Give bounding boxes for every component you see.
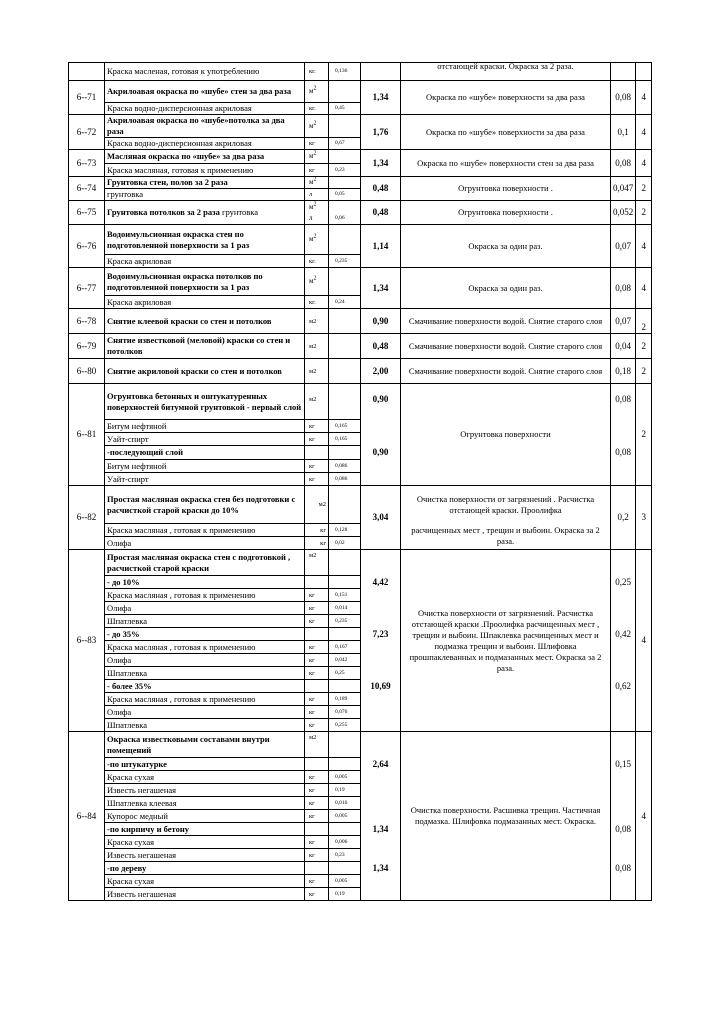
cost-cell: 1,34: [361, 81, 401, 115]
work-description: Смачивание поверхности водой. Снятие старого слоя: [401, 334, 611, 359]
coef-cell: 0,15: [611, 758, 636, 771]
table-row: Битум нефтяной кг 0,086: [69, 460, 652, 473]
unit-cell: м2: [305, 550, 329, 576]
unit-cell: м2: [305, 225, 329, 255]
table-row: Краска сухая кг 0,005: [69, 875, 652, 888]
material-name: Краска водно-дисперсионная акриловая: [105, 103, 305, 115]
material-name: Олифа: [105, 537, 305, 550]
work-description: Очистка поверхности. Расшивка трещин. Частичная подмазка. Шлифовка подмазанных мест. Окраска.: [401, 732, 611, 901]
material-name: Олифа: [105, 654, 305, 667]
unit-cell: кг.: [305, 63, 329, 81]
cost-cell: 1,34: [361, 823, 401, 836]
material-name: Краска сухая: [105, 771, 305, 784]
cost-cell: 1,34: [361, 150, 401, 177]
cost-cell: 1,34: [361, 862, 401, 875]
cost-cell: 2,00: [361, 359, 401, 384]
category-cell: 3: [636, 486, 652, 550]
price-table: [68, 62, 652, 901]
material-name: Краска масляная , готовая к применению: [105, 641, 305, 654]
table-row: Краска масляная , готовая к применению кг 0,128 расчищенных мест , трещин и выбоин. Окраска за 2 раза.: [69, 524, 652, 537]
coef-cell: 0,08: [611, 384, 636, 420]
unit-cell: м2 л: [305, 201, 329, 225]
item-code: 6--75: [69, 201, 105, 225]
material-name: Уайт-спирт: [105, 433, 305, 446]
category-cell: 2: [636, 309, 652, 334]
unit-cell: м2: [305, 384, 329, 420]
material-name: Уайт-спирт: [105, 473, 305, 486]
item-subtitle: -по дереву: [105, 862, 305, 875]
item-title: Огрунтовка бетонных и оштукатуренных поверхностей битумной грунтовкой - первый слой: [105, 384, 305, 420]
table-row: Олифа кг 0,02: [69, 537, 652, 550]
material-name: Краска сухая: [105, 836, 305, 849]
work-description: Окраска за один раз.: [401, 225, 611, 268]
item-subtitle: -по кирпичу и бетону: [105, 823, 305, 836]
cost-cell: 1,34: [361, 268, 401, 309]
table-row: [69, 384, 652, 420]
category-cell: 4: [636, 732, 652, 901]
cost-cell: 10,69: [361, 680, 401, 693]
norm-cell: 0,136: [329, 63, 361, 81]
coef-cell: 0,08: [611, 150, 636, 177]
material-name: Краска акриловая: [105, 255, 305, 268]
item-subtitle: -последующий слой: [105, 446, 305, 460]
material-name: Краска масленая, готовая к употреблению: [105, 63, 305, 81]
norm-cell: 0,06: [329, 201, 361, 225]
item-title: Снятие известковой (меловой) краски со стен и потолков: [105, 334, 305, 359]
table-row: Краска масляная, готовая к применению кг 0,23: [69, 164, 652, 177]
table-row: Уайт-спирт кг 0,086: [69, 473, 652, 486]
coef-cell: 0,42: [611, 628, 636, 641]
item-code: 6--83: [69, 550, 105, 732]
category-cell: 2: [636, 384, 652, 486]
table-row: Шпатлевка кг 0,255: [69, 719, 652, 732]
table-row: [69, 150, 652, 164]
table-row: Олифа кг 0,014: [69, 602, 652, 615]
material-name: Шпатлевка: [105, 615, 305, 628]
coef-cell: 0,08: [611, 268, 636, 309]
item-code: 6--72: [69, 115, 105, 150]
material-name: Краска сухая: [105, 875, 305, 888]
material-name: Краска водно-дисперсионная акриловая: [105, 138, 305, 150]
table-row: Уайт-спирт кг 0,165: [69, 433, 652, 446]
material-name: Краска акриловая: [105, 296, 305, 309]
table-row: Краска масляная , готовая к применению кг 0,167: [69, 641, 652, 654]
table-row: Краска сухая кг 0,006: [69, 836, 652, 849]
table-row: [69, 309, 652, 334]
material-name: Битум нефтяной: [105, 460, 305, 473]
category-cell: 4: [636, 115, 652, 150]
work-description: Окраска по «шубе» поверхности за два раза: [401, 115, 611, 150]
cost-cell: 3,04: [361, 486, 401, 550]
unit-cell: м2: [305, 150, 329, 164]
table-row: [69, 81, 652, 103]
table-row: [69, 359, 652, 384]
table-row: Битум нефтяной кг 0,165: [69, 420, 652, 433]
cost-cell: 7,23: [361, 628, 401, 641]
work-description: Смачивание поверхности водой. Снятие старого слоя: [401, 359, 611, 384]
cost-cell: 4,42: [361, 576, 401, 589]
item-title: Масляная окраска по «шубе» за два раза: [105, 150, 305, 164]
unit-cell: м2: [305, 334, 329, 359]
material-name: Известь негашеная: [105, 784, 305, 797]
coef-cell: 0,07: [611, 225, 636, 268]
table-row: Краска акриловая кг. 0,24: [69, 296, 652, 309]
unit-cell: м2: [305, 81, 329, 103]
category-cell: 2: [636, 177, 652, 201]
cost-cell: 0,90: [361, 384, 401, 420]
table-row: Краска сухая кг 0,005: [69, 771, 652, 784]
item-code: 6--78: [69, 309, 105, 334]
coef-cell: 0,2: [611, 486, 636, 550]
cost-cell: 0,48: [361, 177, 401, 201]
item-subtitle: - до 10%: [105, 576, 305, 589]
item-subtitle: - до 35%: [105, 628, 305, 641]
table-row: Известь негашеная кг 0,19: [69, 888, 652, 901]
material-name: Краска масляная , готовая к применению: [105, 589, 305, 602]
item-code: 6--80: [69, 359, 105, 384]
table-row: [69, 63, 652, 81]
table-row: Шпатлевка кг 0,235: [69, 615, 652, 628]
item-subtitle: -по штукатурке: [105, 758, 305, 771]
unit-cell: м2: [305, 177, 329, 189]
coef-cell: 0,25: [611, 576, 636, 589]
material-name: Битум нефтяной: [105, 420, 305, 433]
coef-cell: 0,08: [611, 81, 636, 115]
cost-cell: 0,48: [361, 334, 401, 359]
coef-cell: 0,07: [611, 309, 636, 334]
item-title: Водоимульсионная окраска потолков по подготовленной поверхности за 1 раз: [105, 268, 305, 296]
material-name: грунтовка: [105, 189, 305, 201]
table-row: Краска водно-дисперсионная акриловая кг. 0,45: [69, 103, 652, 115]
material-name: Олифа: [105, 602, 305, 615]
cost-cell: 0,90: [361, 446, 401, 460]
table-row: грунтовка л 0,05: [69, 189, 652, 201]
work-description: Огрунтовка поверхности: [401, 384, 611, 486]
item-code: 6--76: [69, 225, 105, 268]
unit-cell: м2: [305, 268, 329, 296]
category-cell: 4: [636, 550, 652, 732]
coef-cell: 0,1: [611, 115, 636, 150]
work-description: расчищенных мест , трещин и выбоин. Окраска за 2 раза.: [401, 524, 611, 550]
table-row: Известь негашеная кг 0,23: [69, 849, 652, 862]
cost-cell: 1,14: [361, 225, 401, 268]
table-row: [69, 268, 652, 296]
material-name: Краска масляная, готовая к применению: [105, 164, 305, 177]
category-cell: 4: [636, 268, 652, 309]
table-row: [69, 177, 652, 189]
cost-cell: 2,64: [361, 758, 401, 771]
table-row: [69, 732, 652, 758]
item-code: 6--84: [69, 732, 105, 901]
item-title: Снятие клеевой краски со стен и потолков: [105, 309, 305, 334]
coef-cell: 0,08: [611, 823, 636, 836]
item-title: Грунтовка стен, полов за 2 раза: [105, 177, 305, 189]
item-title: Грунтовка потолков за 2 раза грунтовка: [105, 201, 305, 225]
table-row: [69, 225, 652, 255]
table-row: Краска акриловая кг. 0,235: [69, 255, 652, 268]
unit-cell: м2: [305, 309, 329, 334]
item-subtitle: - более 35%: [105, 680, 305, 693]
cost-cell: 0,48: [361, 201, 401, 225]
work-description: Окраска по «шубе» поверхности за два раза: [401, 81, 611, 115]
work-description: Огрунтовка поверхности .: [401, 201, 611, 225]
work-description: Смачивание поверхности водой. Снятие старого слоя: [401, 309, 611, 334]
table-row: Известь негашеная кг 0,19: [69, 784, 652, 797]
coef-cell: 0,08: [611, 446, 636, 460]
item-code: 6--82: [69, 486, 105, 550]
item-code: 6--73: [69, 150, 105, 177]
unit-cell: м2: [305, 115, 329, 138]
item-title: Простая масляная окраска стен без подготовки с расчисткой старой краски до 10%: [105, 486, 305, 524]
item-title: Водоимульсионная окраска стен по подготовленной поверхности за 1 раз: [105, 225, 305, 255]
category-cell: 2: [636, 359, 652, 384]
coef-cell: 0,04: [611, 334, 636, 359]
material-name: Олифа: [105, 706, 305, 719]
item-title: Акрилоавая окраска по «шубе»потолка за два раза: [105, 115, 305, 138]
table-row: Олифа кг 0,042: [69, 654, 652, 667]
table-row: Краска водно-дисперсионная акриловая кг 0,67: [69, 138, 652, 150]
unit-cell: м2: [305, 359, 329, 384]
coef-cell: 0,18: [611, 359, 636, 384]
item-title: Окраска известковыми составами внутри помещений: [105, 732, 305, 758]
category-cell: 4: [636, 225, 652, 268]
table-row: Краска масляная , готовая к применению кг 0,189: [69, 693, 652, 706]
coef-cell: 0,047: [611, 177, 636, 201]
table-row: Краска масляная , готовая к применению кг 0,151: [69, 589, 652, 602]
table-row: [69, 201, 652, 225]
table-row: [69, 115, 652, 138]
material-name: Известь негашеная: [105, 888, 305, 901]
price-table-sheet: [68, 62, 652, 901]
item-code: 6--81: [69, 384, 105, 486]
material-name: Известь негашеная: [105, 849, 305, 862]
material-name: Шпатлевка клеевая: [105, 797, 305, 810]
material-name: Купорос медный: [105, 810, 305, 823]
material-name: Шпатлевка: [105, 719, 305, 732]
coef-cell: 0,08: [611, 862, 636, 875]
work-description: Окраска за один раз.: [401, 268, 611, 309]
coef-cell: 0,62: [611, 680, 636, 693]
unit-cell: м2: [305, 732, 329, 758]
category-cell: 2: [636, 334, 652, 359]
table-row: Купорос медный кг 0,005: [69, 810, 652, 823]
work-description: Огрунтовка поверхности .: [401, 177, 611, 201]
category-cell: 4: [636, 81, 652, 115]
table-row: [69, 486, 652, 524]
work-description: Очистка поверхности от загрязнений. Расчистка отстающей краски .Проолифка расчищенных мест , трещин и выбоин. Шпаклевка расчищенных мест и подмазка трещин и выбоин. Шлифовка прошпаклеванных и подмазанных мест. Окраска за 2 раза.: [401, 550, 611, 732]
category-cell: 2: [636, 201, 652, 225]
cost-cell: 1,76: [361, 115, 401, 150]
unit-cell: м2: [305, 486, 329, 524]
item-code: 6--79: [69, 334, 105, 359]
item-code: 6--71: [69, 81, 105, 115]
item-title: Акрилоавая окраска по «шубе» стен за два раза: [105, 81, 305, 103]
work-description: отстающей краски. Окраска за 2 раза.: [401, 63, 611, 81]
work-description: Окраска по «шубе» поверхности стен за два раза: [401, 150, 611, 177]
table-row: Шпатлевка кг 0,25: [69, 667, 652, 680]
item-code: 6--77: [69, 268, 105, 309]
table-row: [69, 334, 652, 359]
coef-cell: 0,052: [611, 201, 636, 225]
material-name: Краска масляная , готовая к применению: [105, 693, 305, 706]
work-description: Очистка поверхности от загрязнений . Расчистка отстающей краски. Проолифка: [401, 486, 611, 524]
table-row: Олифа кг 0,076: [69, 706, 652, 719]
category-cell: 4: [636, 150, 652, 177]
item-title: Снятие акриловой краски со стен и потолков: [105, 359, 305, 384]
item-code: 6--74: [69, 177, 105, 201]
item-title: Простая масляная окраска стен с подготовкой , расчисткой старой краски: [105, 550, 305, 576]
table-row: Шпатлевка клеевая кг 0,016: [69, 797, 652, 810]
material-name: Шпатлевка: [105, 667, 305, 680]
cost-cell: 0,90: [361, 309, 401, 334]
material-name: Краска масляная , готовая к применению: [105, 524, 305, 537]
table-row: [69, 550, 652, 576]
